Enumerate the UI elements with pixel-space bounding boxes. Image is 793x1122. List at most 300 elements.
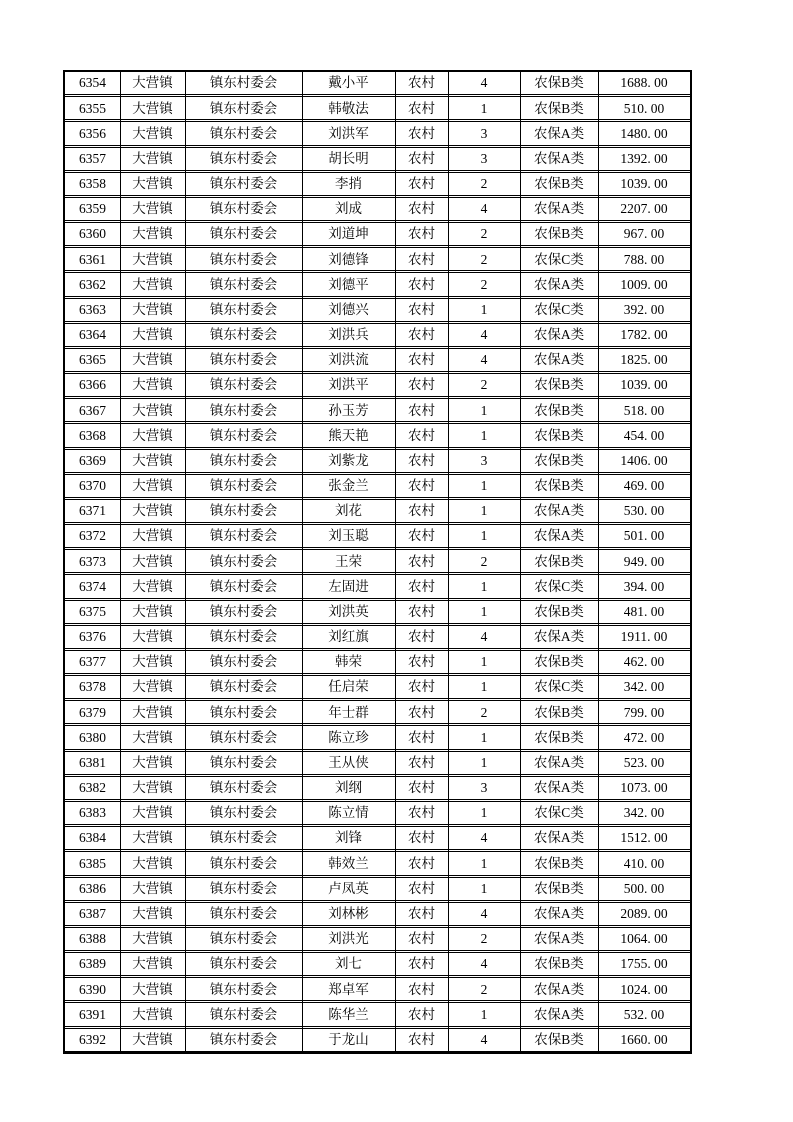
table-cell: 张金兰 <box>328 478 369 494</box>
table-cell: 农村 <box>408 352 435 368</box>
table-cell: 6358 <box>79 176 106 192</box>
table-cell: 于龙山 <box>328 1031 369 1047</box>
table-cell: 农保B类 <box>534 100 584 116</box>
table-cell: 刘红旗 <box>328 629 369 645</box>
table-cell: 农保B类 <box>534 729 584 745</box>
table-row <box>65 298 690 322</box>
table-cell: 大营镇 <box>132 981 173 997</box>
table-cell: 农保C类 <box>534 679 584 695</box>
table-cell: 大营镇 <box>132 201 173 217</box>
table-row <box>65 826 690 850</box>
table-cell: 农村 <box>408 754 435 770</box>
table-cell: 农保A类 <box>533 629 585 645</box>
table-cell: 6381 <box>79 754 106 770</box>
table-cell: 镇东村委会 <box>209 276 278 292</box>
table-cell: 镇东村委会 <box>209 201 278 217</box>
table-cell: 大营镇 <box>132 553 173 569</box>
table-row <box>65 348 690 372</box>
table-cell: 3 <box>480 452 488 468</box>
table-cell: 农村 <box>408 251 435 267</box>
table-cell: 大营镇 <box>132 478 173 494</box>
table-cell: 6364 <box>79 327 106 343</box>
table-cell: 1 <box>480 1006 488 1022</box>
table-cell: 农保B类 <box>534 956 584 972</box>
table-cell: 1 <box>480 805 488 821</box>
table-cell: 394. 00 <box>623 578 665 594</box>
table-cell: 镇东村委会 <box>209 125 278 141</box>
table-cell: 农村 <box>408 931 435 947</box>
table-cell: 2 <box>480 176 488 192</box>
table-cell: 农保B类 <box>534 75 584 91</box>
table-cell: 大营镇 <box>132 1006 173 1022</box>
table-cell: 大营镇 <box>132 679 173 695</box>
table-cell: 6385 <box>79 855 106 871</box>
table-cell: 410. 00 <box>623 855 665 871</box>
table-cell: 6387 <box>79 906 106 921</box>
table-cell: 6361 <box>79 251 106 267</box>
table-cell: 农保B类 <box>534 603 584 619</box>
table-cell: 刘洪英 <box>328 603 369 619</box>
table-cell: 6379 <box>79 704 106 720</box>
table-cell: 农村 <box>408 578 435 594</box>
table-row <box>65 977 690 1001</box>
table-cell: 1825. 00 <box>620 352 668 368</box>
table-cell: 大营镇 <box>132 528 173 544</box>
table-cell: 530. 00 <box>623 503 665 519</box>
table-cell: 1 <box>480 654 488 670</box>
table-cell: 熊天艳 <box>328 427 369 443</box>
table-cell: 6383 <box>79 805 106 821</box>
table-cell: 郑卓军 <box>328 981 369 997</box>
table-cell: 469. 00 <box>623 478 665 494</box>
table-row <box>65 725 690 749</box>
table-cell: 大营镇 <box>132 654 173 670</box>
table-cell: 农村 <box>408 377 435 393</box>
table-cell: 4 <box>480 956 488 972</box>
table-cell: 6367 <box>79 402 106 418</box>
table-cell: 2 <box>480 226 488 242</box>
table-cell: 6363 <box>79 301 106 317</box>
table-cell: 刘纲 <box>335 780 362 796</box>
table-cell: 戴小平 <box>328 75 369 91</box>
table-cell: 1039. 00 <box>620 176 668 192</box>
table-cell: 农保C类 <box>534 251 584 267</box>
table-cell: 大营镇 <box>132 402 173 418</box>
table-cell: 6362 <box>79 276 106 292</box>
table-cell: 农村 <box>408 729 435 745</box>
table-row <box>65 1002 690 1026</box>
table-row <box>65 247 690 271</box>
table-cell: 刘德平 <box>328 276 369 292</box>
table-cell: 镇东村委会 <box>209 981 278 997</box>
table-cell: 1 <box>480 754 488 770</box>
table-cell: 1 <box>480 427 488 443</box>
table-row <box>65 373 690 397</box>
table-cell: 镇东村委会 <box>209 956 278 972</box>
table-cell: 农村 <box>408 704 435 720</box>
table-cell: 刘紫龙 <box>328 452 369 468</box>
table-cell: 任启荣 <box>328 679 369 695</box>
table-cell: 大营镇 <box>132 125 173 141</box>
table-cell: 6354 <box>79 75 106 91</box>
table-cell: 6378 <box>79 679 106 695</box>
table-cell: 342. 00 <box>623 679 665 695</box>
table-cell: 1 <box>480 880 488 896</box>
table-cell: 6392 <box>79 1031 106 1047</box>
table-cell: 大营镇 <box>132 780 173 796</box>
table-cell: 农村 <box>408 503 435 519</box>
table-cell: 6386 <box>79 880 106 896</box>
table-cell: 1480. 00 <box>620 125 668 141</box>
table-row <box>65 877 690 901</box>
table-cell: 1024. 00 <box>620 981 668 997</box>
table-cell: 2207. 00 <box>620 201 668 217</box>
table-cell: 500. 00 <box>623 880 665 896</box>
table-cell: 农村 <box>408 553 435 569</box>
table-cell: 镇东村委会 <box>209 176 278 192</box>
table-cell: 6360 <box>79 226 106 242</box>
table-cell: 6366 <box>79 377 106 393</box>
table-row <box>65 675 690 699</box>
table-cell: 刘洪平 <box>328 377 369 393</box>
table-cell: 大营镇 <box>132 830 173 846</box>
table-cell: 农保B类 <box>534 880 584 896</box>
table-cell: 镇东村委会 <box>209 352 278 368</box>
table-cell: 农村 <box>408 1031 435 1047</box>
table-row <box>65 851 690 875</box>
table-cell: 大营镇 <box>132 226 173 242</box>
table-cell: 799. 00 <box>623 704 665 720</box>
table-row <box>65 524 690 548</box>
table-cell: 韩效兰 <box>328 855 369 871</box>
table-cell: 农保B类 <box>534 427 584 443</box>
table-row <box>65 449 690 473</box>
table-cell: 1 <box>480 603 488 619</box>
table-cell: 农村 <box>408 100 435 116</box>
table-cell: 6390 <box>79 981 106 997</box>
table-cell: 1 <box>480 528 488 544</box>
table-cell: 510. 00 <box>623 100 665 116</box>
table-row <box>65 147 690 171</box>
table-cell: 农村 <box>408 654 435 670</box>
table-cell: 镇东村委会 <box>209 578 278 594</box>
table-cell: 6380 <box>79 729 106 745</box>
table-cell: 农村 <box>408 805 435 821</box>
table-cell: 刘洪兵 <box>328 327 369 343</box>
table-cell: 大营镇 <box>132 75 173 91</box>
table-cell: 镇东村委会 <box>209 931 278 947</box>
table-cell: 农保B类 <box>534 855 584 871</box>
table-cell: 6356 <box>79 125 106 141</box>
table-row <box>65 1028 690 1052</box>
table-cell: 523. 00 <box>623 754 665 770</box>
table-cell: 农村 <box>408 478 435 494</box>
table-cell: 大营镇 <box>132 729 173 745</box>
table-cell: 农保A类 <box>533 327 585 343</box>
table-cell: 472. 00 <box>623 729 665 745</box>
table-cell: 481. 00 <box>623 603 665 619</box>
table-cell: 农保B类 <box>534 553 584 569</box>
table-cell: 农保A类 <box>533 352 585 368</box>
table-cell: 1009. 00 <box>620 276 668 292</box>
table-cell: 镇东村委会 <box>209 427 278 443</box>
table-cell: 2089. 00 <box>620 906 668 921</box>
table-cell: 农村 <box>408 427 435 443</box>
table-cell: 王荣 <box>335 553 362 569</box>
table-cell: 镇东村委会 <box>209 754 278 770</box>
table-cell: 大营镇 <box>132 1031 173 1047</box>
table-cell: 左固进 <box>328 578 369 594</box>
table-cell: 1911. 00 <box>620 629 668 645</box>
table-cell: 镇东村委会 <box>209 478 278 494</box>
table-cell: 454. 00 <box>623 427 665 443</box>
table-cell: 大营镇 <box>132 452 173 468</box>
table-cell: 4 <box>480 1031 488 1047</box>
table-cell: 刘洪流 <box>328 352 369 368</box>
table-cell: 农保A类 <box>533 150 585 166</box>
table-cell: 刘七 <box>335 956 362 972</box>
table-cell: 农保B类 <box>534 377 584 393</box>
table-cell: 3 <box>480 780 488 796</box>
table-cell: 农村 <box>408 226 435 242</box>
table-cell: 大营镇 <box>132 805 173 821</box>
table-cell: 农保A类 <box>533 201 585 217</box>
table-cell: 农保B类 <box>534 402 584 418</box>
table-cell: 2 <box>480 931 488 947</box>
table-cell: 6365 <box>79 352 106 368</box>
table-row <box>65 474 690 498</box>
table-row <box>65 423 690 447</box>
table-cell: 农村 <box>408 629 435 645</box>
table-cell: 农保A类 <box>533 830 585 846</box>
table-cell: 462. 00 <box>623 654 665 670</box>
table-cell: 镇东村委会 <box>209 830 278 846</box>
table-cell: 农保A类 <box>533 125 585 141</box>
table-cell: 镇东村委会 <box>209 327 278 343</box>
table-cell: 农村 <box>408 75 435 91</box>
table-row <box>65 499 690 523</box>
table-row <box>65 72 690 95</box>
table-cell: 1 <box>480 578 488 594</box>
table-cell: 6391 <box>79 1006 106 1022</box>
table-cell: 镇东村委会 <box>209 729 278 745</box>
table-cell: 1782. 00 <box>620 327 668 343</box>
table-cell: 胡长明 <box>328 150 369 166</box>
table-cell: 6375 <box>79 603 106 619</box>
table-cell: 孙玉芳 <box>328 402 369 418</box>
table-cell: 农村 <box>408 301 435 317</box>
table-cell: 农保A类 <box>533 931 585 947</box>
table-cell: 陈立情 <box>328 805 369 821</box>
table-cell: 刘德兴 <box>328 301 369 317</box>
table-row <box>65 96 690 120</box>
table-cell: 6382 <box>79 780 106 796</box>
table-cell: 3 <box>480 150 488 166</box>
table-cell: 镇东村委会 <box>209 503 278 519</box>
table-cell: 农保B类 <box>534 452 584 468</box>
table-cell: 大营镇 <box>132 931 173 947</box>
table-cell: 农村 <box>408 780 435 796</box>
table-cell: 韩敬法 <box>328 100 369 116</box>
table-cell: 农村 <box>408 327 435 343</box>
table-cell: 4 <box>480 201 488 217</box>
table-cell: 大营镇 <box>132 578 173 594</box>
table-cell: 6384 <box>79 830 106 846</box>
table-row <box>65 549 690 573</box>
table-row <box>65 776 690 800</box>
table-cell: 1 <box>480 679 488 695</box>
table-cell: 1688. 00 <box>620 75 668 91</box>
table-row <box>65 625 690 649</box>
table-cell: 农村 <box>408 176 435 192</box>
table-cell: 农村 <box>408 201 435 217</box>
table-row <box>65 323 690 347</box>
table-cell: 532. 00 <box>623 1006 665 1022</box>
table-cell: 大营镇 <box>132 150 173 166</box>
table-cell: 刘林彬 <box>328 906 369 921</box>
table-cell: 大营镇 <box>132 427 173 443</box>
table-cell: 农村 <box>408 880 435 896</box>
table-cell: 陈立珍 <box>328 729 369 745</box>
table-cell: 韩荣 <box>335 654 362 670</box>
table-cell: 1512. 00 <box>620 830 668 846</box>
table-cell: 392. 00 <box>623 301 665 317</box>
table-row <box>65 600 690 624</box>
table-row <box>65 902 690 926</box>
table-cell: 农保A类 <box>533 981 585 997</box>
table-cell: 大营镇 <box>132 503 173 519</box>
table-cell: 农保A类 <box>533 906 585 921</box>
table-cell: 农村 <box>408 1006 435 1022</box>
table-cell: 年士群 <box>328 704 369 720</box>
table-cell: 农保B类 <box>534 176 584 192</box>
table-cell: 4 <box>480 327 488 343</box>
table-cell: 农保B类 <box>534 704 584 720</box>
table-cell: 陈华兰 <box>328 1006 369 1022</box>
table-cell: 6355 <box>79 100 106 116</box>
table-cell: 镇东村委会 <box>209 880 278 896</box>
table-cell: 镇东村委会 <box>209 906 278 921</box>
table-cell: 6359 <box>79 201 106 217</box>
table-cell: 镇东村委会 <box>209 251 278 267</box>
table-cell: 4 <box>480 906 488 921</box>
table-cell: 农保C类 <box>534 805 584 821</box>
table-cell: 农保A类 <box>533 1006 585 1022</box>
table-row <box>65 574 690 598</box>
table-cell: 1406. 00 <box>620 452 668 468</box>
table-cell: 788. 00 <box>623 251 665 267</box>
table-cell: 1064. 00 <box>620 931 668 947</box>
table-cell: 镇东村委会 <box>209 654 278 670</box>
table-cell: 6369 <box>79 452 106 468</box>
table-row <box>65 952 690 976</box>
table-cell: 大营镇 <box>132 704 173 720</box>
table-cell: 大营镇 <box>132 327 173 343</box>
table-row <box>65 121 690 145</box>
table-cell: 镇东村委会 <box>209 780 278 796</box>
table-cell: 6388 <box>79 931 106 947</box>
table-cell: 大营镇 <box>132 629 173 645</box>
table-cell: 1039. 00 <box>620 377 668 393</box>
table-cell: 大营镇 <box>132 176 173 192</box>
table-cell: 6389 <box>79 956 106 972</box>
table-cell: 501. 00 <box>623 528 665 544</box>
table-cell: 刘花 <box>335 503 362 519</box>
table-cell: 6368 <box>79 427 106 443</box>
table-cell: 镇东村委会 <box>209 377 278 393</box>
table-cell: 镇东村委会 <box>209 226 278 242</box>
table-cell: 2 <box>480 981 488 997</box>
table-cell: 2 <box>480 377 488 393</box>
table-row <box>65 927 690 951</box>
table-cell: 李捎 <box>335 176 362 192</box>
table-row <box>65 222 690 246</box>
table-cell: 刘洪光 <box>328 931 369 947</box>
table-cell: 农保B类 <box>534 1031 584 1047</box>
table-cell: 农保B类 <box>534 478 584 494</box>
table-cell: 镇东村委会 <box>209 75 278 91</box>
table-row <box>65 700 690 724</box>
table-cell: 镇东村委会 <box>209 1006 278 1022</box>
table-row <box>65 172 690 196</box>
table-cell: 1 <box>480 729 488 745</box>
table-cell: 镇东村委会 <box>209 1031 278 1047</box>
table-cell: 2 <box>480 276 488 292</box>
table-row <box>65 398 690 422</box>
table-cell: 6357 <box>79 150 106 166</box>
table-cell: 农村 <box>408 276 435 292</box>
table-cell: 4 <box>480 629 488 645</box>
table-cell: 农保A类 <box>533 528 585 544</box>
table-cell: 农村 <box>408 906 435 921</box>
table-cell: 大营镇 <box>132 754 173 770</box>
table-cell: 镇东村委会 <box>209 679 278 695</box>
table-cell: 农村 <box>408 981 435 997</box>
table-cell: 1660. 00 <box>620 1031 668 1047</box>
table-cell: 农村 <box>408 956 435 972</box>
table-cell: 刘成 <box>335 201 362 217</box>
table-cell: 农保A类 <box>533 276 585 292</box>
table-cell: 镇东村委会 <box>209 629 278 645</box>
table-cell: 1 <box>480 100 488 116</box>
table-cell: 农村 <box>408 150 435 166</box>
table-cell: 镇东村委会 <box>209 402 278 418</box>
table-cell: 6371 <box>79 503 106 519</box>
table-cell: 1 <box>480 301 488 317</box>
table-cell: 4 <box>480 352 488 368</box>
table-cell: 镇东村委会 <box>209 301 278 317</box>
table-cell: 1755. 00 <box>620 956 668 972</box>
table-cell: 1392. 00 <box>620 150 668 166</box>
table-cell: 镇东村委会 <box>209 100 278 116</box>
table-cell: 大营镇 <box>132 251 173 267</box>
table-cell: 大营镇 <box>132 880 173 896</box>
table-cell: 农保B类 <box>534 654 584 670</box>
table-cell: 1 <box>480 855 488 871</box>
table-cell: 农村 <box>408 528 435 544</box>
table-cell: 大营镇 <box>132 906 173 921</box>
table-cell: 大营镇 <box>132 855 173 871</box>
table-cell: 大营镇 <box>132 276 173 292</box>
table-cell: 大营镇 <box>132 603 173 619</box>
table-cell: 1 <box>480 478 488 494</box>
table-cell: 2 <box>480 704 488 720</box>
table-cell: 1 <box>480 503 488 519</box>
table-cell: 949. 00 <box>623 553 665 569</box>
table-cell: 刘玉聪 <box>328 528 369 544</box>
table-cell: 镇东村委会 <box>209 603 278 619</box>
table-cell: 刘道坤 <box>328 226 369 242</box>
